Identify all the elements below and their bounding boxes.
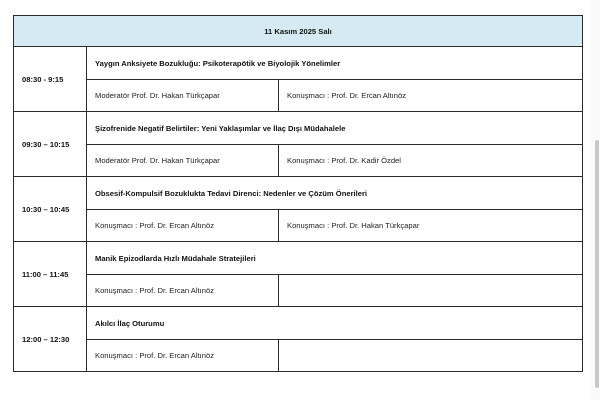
speaker-right: Konuşmacı : Prof. Dr. Hakan Türkçapar <box>279 210 583 242</box>
speaker-row <box>14 340 583 372</box>
session-title: Akılcı İlaç Oturumu <box>87 307 583 340</box>
session-time: 11:00 – 11:45 <box>14 242 87 307</box>
session-time: 08:30 - 9:15 <box>14 47 87 112</box>
scrollbar-thumb[interactable] <box>595 140 599 388</box>
speaker-right <box>279 340 583 372</box>
speaker-right: Konuşmacı : Prof. Dr. Kadir Özdel <box>279 145 583 177</box>
speaker-row <box>14 210 583 242</box>
session-time: 09:30 – 10:15 <box>14 112 87 177</box>
session-row <box>14 242 583 275</box>
speaker-row <box>14 145 583 177</box>
speaker-right <box>279 275 583 307</box>
session-time: 12:00 – 12:30 <box>14 307 87 372</box>
schedule-table <box>13 15 583 372</box>
speaker-left: Konuşmacı : Prof. Dr. Ercan Altınöz <box>87 210 279 242</box>
session-title: Obsesif-Kompulsif Bozuklukta Tedavi Direnci: Nedenler ve Çözüm Önerileri <box>87 177 583 210</box>
speaker-left: Moderatör Prof. Dr. Hakan Türkçapar <box>87 145 279 177</box>
session-title: Şizofrenide Negatif Belirtiler: Yeni Yaklaşımlar ve İlaç Dışı Müdahalele <box>87 112 583 145</box>
session-title: Yaygın Anksiyete Bozukluğu: Psikoterapötik ve Biyolojik Yönelimler <box>87 47 583 80</box>
session-row <box>14 112 583 145</box>
speaker-right: Konuşmacı : Prof. Dr. Ercan Altınöz <box>279 80 583 112</box>
speaker-row <box>14 80 583 112</box>
session-row <box>14 177 583 210</box>
speaker-left: Moderatör Prof. Dr. Hakan Türkçapar <box>87 80 279 112</box>
date-header: 11 Kasım 2025 Salı <box>14 16 583 47</box>
speaker-row <box>14 275 583 307</box>
session-title: Manik Epizodlarda Hızlı Müdahale Stratejileri <box>87 242 583 275</box>
session-row <box>14 47 583 80</box>
session-row <box>14 307 583 340</box>
speaker-left: Konuşmacı : Prof. Dr. Ercan Altınöz <box>87 340 279 372</box>
date-header-row <box>14 16 583 47</box>
speaker-left: Konuşmacı : Prof. Dr. Ercan Altınöz <box>87 275 279 307</box>
session-time: 10:30 – 10:45 <box>14 177 87 242</box>
